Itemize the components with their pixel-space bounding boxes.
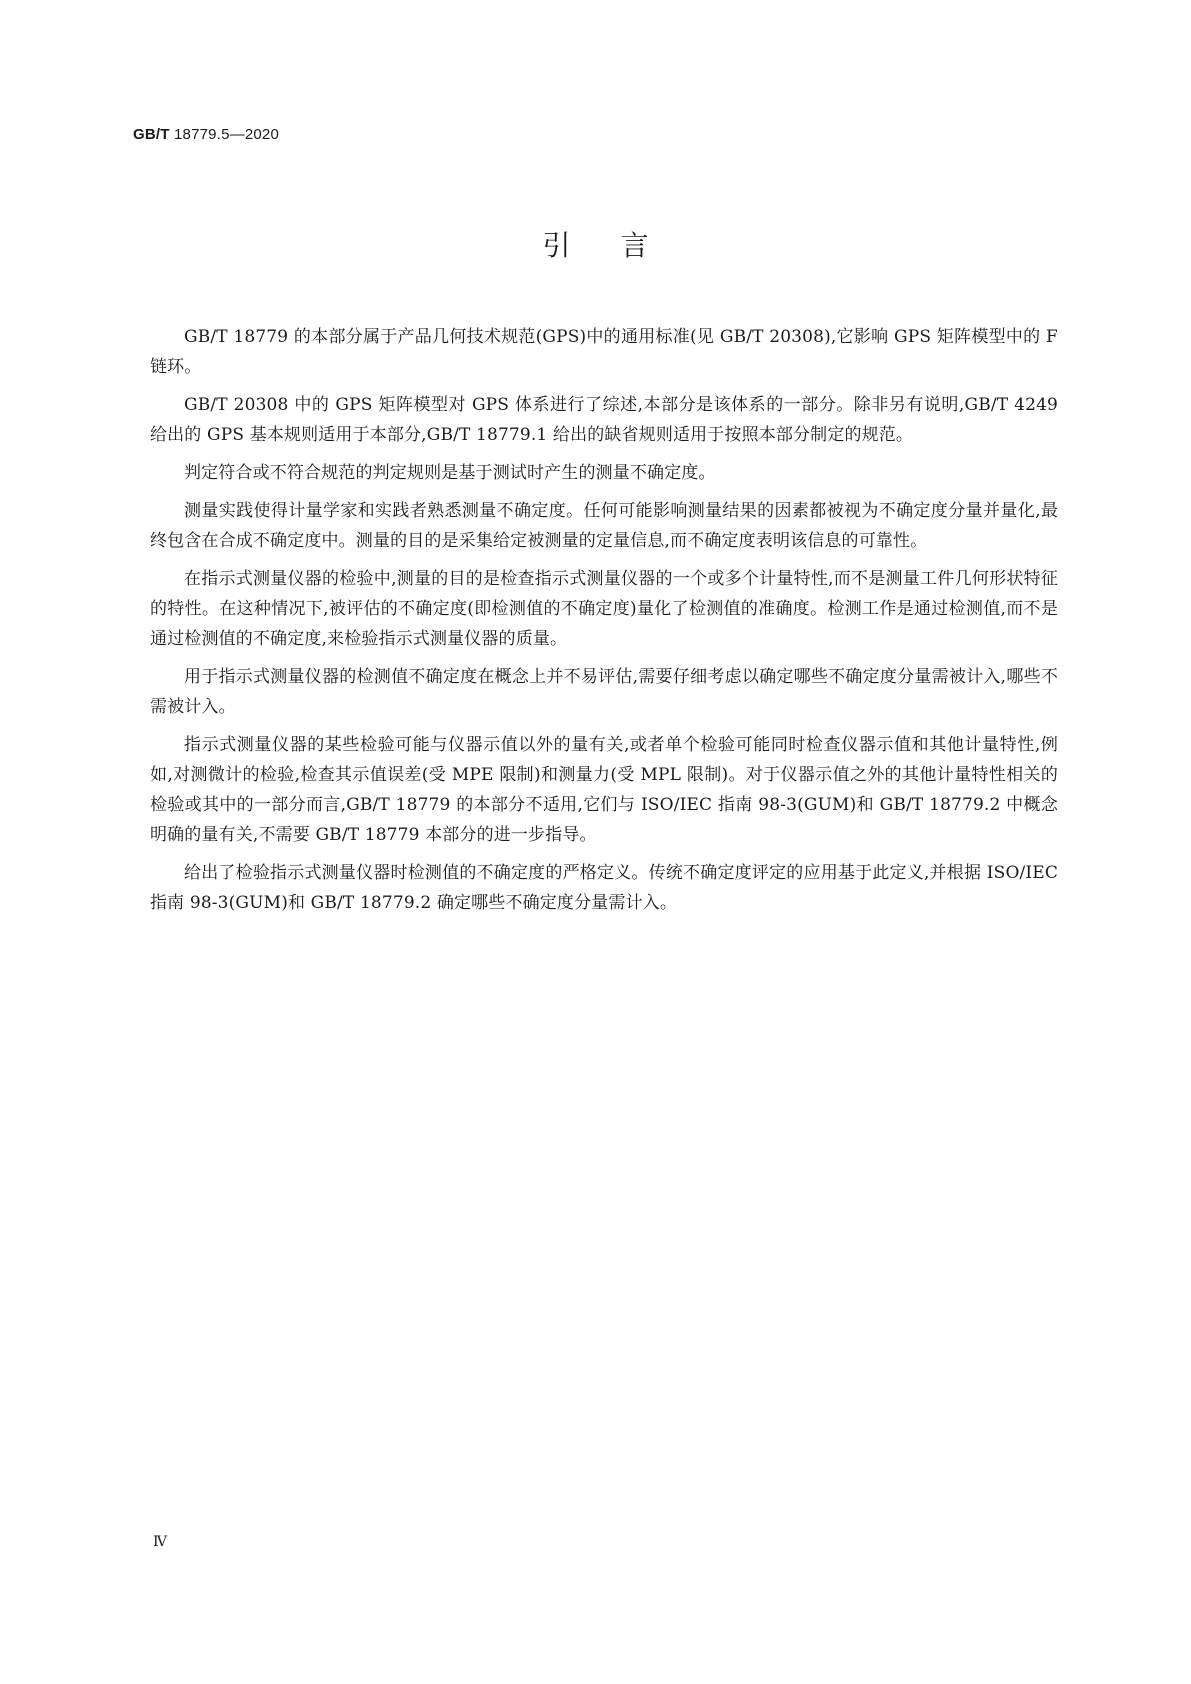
document-number-value: 18779.5—2020 [174, 126, 280, 143]
paragraph: 在指示式测量仪器的检验中,测量的目的是检查指示式测量仪器的一个或多个计量特性,而不是测量工件几何形状特征的特性。在这种情况下,被评估的不确定度(即检测值的不确定度)量化了检测值的准确度。检测工作是通过检测值,而不是通过检测值的不确定度,来检验指示式测量仪器的质量。 [150, 569, 1058, 649]
introduction-body [150, 322, 1058, 926]
paragraph: 给出了检验指示式测量仪器时检测值的不确定度的严格定义。传统不确定度评定的应用基于此定义,并根据 ISO/IEC 指南 98-3(GUM)和 GB/T 18779.2 确定哪些不确定度分量需计入。 [150, 863, 1058, 913]
paragraph: 用于指示式测量仪器的检测值不确定度在概念上并不易评估,需要仔细考虑以确定哪些不确定度分量需被计入,哪些不需被计入。 [150, 667, 1058, 717]
document-number [133, 126, 279, 143]
document-number-prefix: GB/T [133, 126, 170, 143]
paragraph: 测量实践使得计量学家和实践者熟悉测量不确定度。任何可能影响测量结果的因素都被视为不确定度分量并量化,最终包含在合成不确定度中。测量的目的是采集给定被测量的定量信息,而不确定度表明该信息的可靠性。 [150, 501, 1058, 551]
paragraph: GB/T 20308 中的 GPS 矩阵模型对 GPS 体系进行了综述,本部分是该体系的一部分。除非另有说明,GB/T 4249 给出的 GPS 基本规则适用于本部分,GB/T 18779.1 给出的缺省规则适用于按照本部分制定的规范。 [150, 395, 1058, 445]
paragraph: GB/T 18779 的本部分属于产品几何技术规范(GPS)中的通用标准(见 GB/T 20308),它影响 GPS 矩阵模型中的 F 链环。 [150, 327, 1058, 377]
paragraph: 判定符合或不符合规范的判定规则是基于测试时产生的测量不确定度。 [184, 463, 716, 483]
paragraph: 指示式测量仪器的某些检验可能与仪器示值以外的量有关,或者单个检验可能同时检查仪器示值和其他计量特性,例如,对测微计的检验,检查其示值误差(受 MPE 限制)和测量力(受 MPL 限制)。对于仪器示值之外的其他计量特性相关的检验或其中的一部分而言,GB/T 18779 的本部分不适用,它们与 ISO/IEC 指南 98-3(GUM)和 GB/T 18779.2 中概念明确的量有关,不需要 GB/T 18779 本部分的进一步指导。 [150, 735, 1058, 845]
page-title: 引言 [542, 229, 699, 262]
page-number: Ⅳ [153, 1534, 167, 1550]
